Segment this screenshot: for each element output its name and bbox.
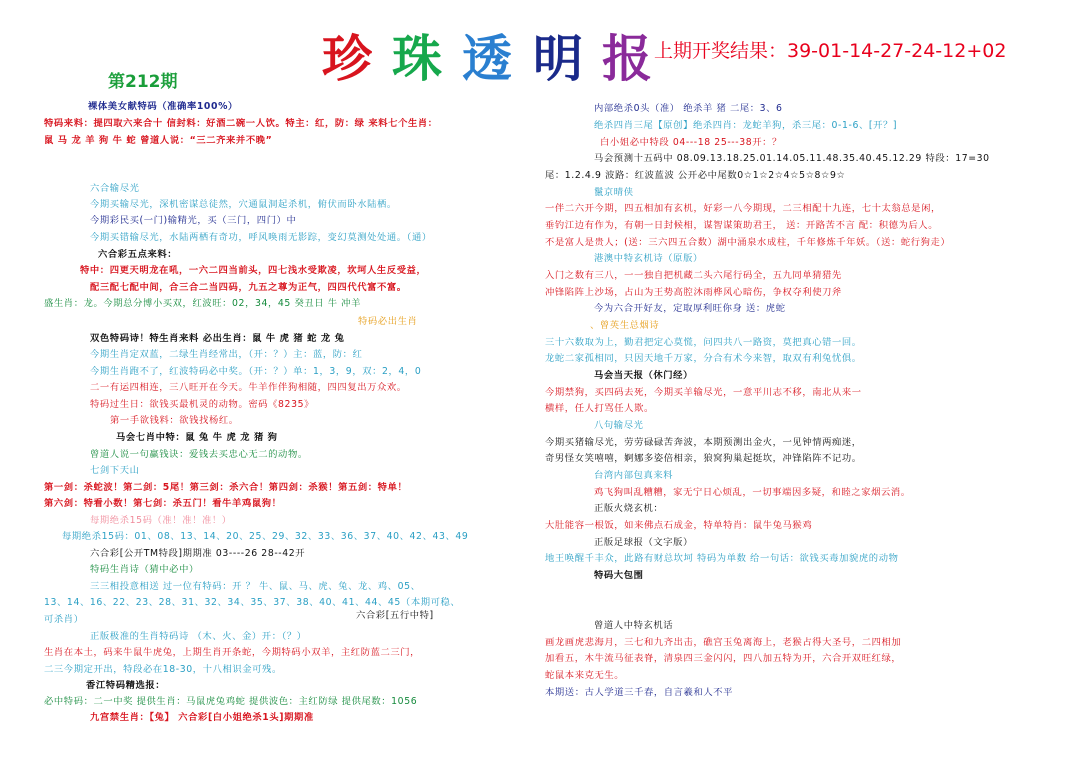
left-text-line: 六合彩五点来料： <box>98 249 178 260</box>
left-text-line: 今期生肖跑不了，红波特码必中奖。（开：？）单：1，3，9，双：2，4，0 <box>90 366 422 377</box>
left-text-line: 13、14、16、22、23、28、31、32、34、35、37、38、40、41、44、45（本期可稳、 <box>44 597 461 608</box>
right-text-line: 加看五，木牛流马征表脊，清泉四三金闪闪，四八加五特为开，六合开双旺红绿， <box>545 653 902 664</box>
left-text-line: 必中特码：二一中奖 提供生肖：马鼠虎兔鸡蛇 提供波色：主红防绿 提供尾数：1056 <box>44 696 418 707</box>
right-text-line: 、曾英生总烟诗 <box>590 320 660 331</box>
title-char-3: 透 <box>462 29 512 88</box>
right-text-line: 今期禁狗，买四码去死，今期买羊输尽光，一意平川志不移，南北从来一 <box>545 387 862 398</box>
left-text-line: 七剑下天山 <box>90 465 140 476</box>
left-text-line: 六合彩[公开TM特段]期期准 03----26 28--42开 <box>90 548 306 559</box>
right-text-line: 白小姐必中特段 04---18 25---38开：？ <box>600 137 782 148</box>
left-text-line: 六合输尽光 <box>90 183 140 194</box>
left-text-line: 鼠 马 龙 羊 狗 牛 蛇 曾道人说：“三二齐来并不晚” <box>44 135 273 146</box>
left-text-line: 六合彩[五行中特] <box>356 610 434 621</box>
left-text-line: 二一有运四相连，三八旺开在今天。牛羊作伴狗相随，四四复出万众欢。 <box>90 382 407 393</box>
left-text-line: 可杀肖） <box>44 614 84 625</box>
right-text-line: 尾：1.2.4.9 波路：红波蓝波 公开必中尾数0☆1☆2☆4☆5☆8☆9☆ <box>545 170 846 181</box>
right-text-line: 三十六数取为上，勤君把定心莫慌，问四共八一路资，莫把真心错一回。 <box>545 337 862 348</box>
right-text-line: 今期买猪输尽光，劳劳碌碌苦奔波，本期预测出金火，一见钟情两痴迷， <box>545 437 862 448</box>
title-char-5: 报 <box>602 29 652 88</box>
left-text-line: 生肖在本土，码来牛鼠牛虎兔，上期生肖开条蛇，今期特码小双羊，主红防蓝二三门， <box>44 647 421 658</box>
right-text-line: 港澳中特玄机诗（原版） <box>594 253 703 264</box>
title-char-2: 珠 <box>392 29 442 88</box>
right-text-line: 本期送：古人学道三千春，自言羲和人不平 <box>545 687 734 698</box>
right-text-line: 特码大包围 <box>594 570 644 581</box>
left-text-line: 今期生肖定双蓝，二绿生肖经常出，（开：？）主：蓝，防：红 <box>90 349 363 360</box>
right-text-line: 马会预测十五码中 08.09.13.18.25.01.14.05.11.48.35.40.45.12.29 特段：17=30 <box>594 153 990 164</box>
left-text-line: 三三相投意相送 过一位有特码：开 ？ 牛、鼠、马、虎、兔、龙、鸡、05、 <box>90 581 421 592</box>
right-text-line: 地王唤醒千丰众，此路有财总坎坷 特码为单数 给一句话：欲钱买毒加貌虎的动物 <box>545 553 899 564</box>
right-text-line: 八句输尽光 <box>594 420 644 431</box>
right-text-line: 曾道人中特玄机话 <box>594 620 674 631</box>
right-text-line: 奇男怪女笑嘻嘻，婀娜多姿倍相亲，狼窝狗巢起挺坎，冲锋陷阵不记功。 <box>545 453 862 464</box>
left-text-line: 二三今期定开出，特段必在18-30，十八相识金可残。 <box>44 664 282 675</box>
left-text-line: 特码来料：提四取六来合十 信封料：好酒二碗一人饮。特主：红，防：绿 来料七个生肖： <box>44 118 438 129</box>
left-text-line: 特码过生日：欲钱买最机灵的动物。密码《8235》 <box>90 399 314 410</box>
left-text-line: 曾道人说一句赢钱诀：爱钱去买忠心无二的动物。 <box>90 449 308 460</box>
right-text-line: 垂钓江边有作为，有朝一日封候相，谋智谋策助君王， 送：开路苦不言 配：积德为后人。 <box>545 220 939 231</box>
left-text-line: 双色特码诗！特生肖来料 必出生肖：鼠 牛 虎 猪 蛇 龙 兔 <box>90 333 345 344</box>
left-text-line: 每期绝杀15码（准！准！准！） <box>90 515 232 526</box>
right-text-line: 马会当天报（休门经） <box>594 370 693 381</box>
right-text-line: 蛇鼠本来克无生。 <box>545 670 625 681</box>
left-text-line: 特码必出生肖 <box>358 316 418 327</box>
title-char-4: 明 <box>533 29 583 88</box>
right-text-line: 横样，任人打骂任人欺。 <box>545 403 654 414</box>
right-text-line: 大肚能容一根饭，如来佛点石成金，特单特肖：鼠牛兔马猴鸡 <box>545 520 813 531</box>
title-char-1: 珍 <box>322 29 372 88</box>
left-text-line: 盛生肖：龙。今期总分博小买双，红波旺：02，34，45 癸丑日 牛 冲羊 <box>44 298 361 309</box>
left-text-line: 第六剑：特看小数！第七剑：杀五门！看牛羊鸡鼠狗！ <box>44 498 282 509</box>
right-text-line: 冲锋陷阵上沙场，占山为王势高腔沐雨桦风心暗伤，争权夺利使刀斧 <box>545 287 842 298</box>
left-text-line: 九宫禁生肖：【兔】 六合彩[白小姐绝杀1头]期期准 <box>90 712 314 723</box>
last-draw-result: 上期开奖结果：39-01-14-27-24-12+02 <box>654 40 1007 62</box>
left-text-line: 今期买输尽光，深机密谋总徒然，穴通鼠洞起杀机，俯伏而卧水陆栖。 <box>90 199 397 210</box>
right-text-line: 绝杀四肖三尾【原创】绝杀四肖：龙蛇羊狗，杀三尾：0-1-6、[开？] <box>594 120 898 131</box>
right-text-line: 今为六合开好友，定取厚利旺你身 送：虎蛇 <box>594 303 786 314</box>
right-text-line: 正版足球报（文字版） <box>594 537 693 548</box>
left-text-line: 香江特码精选报： <box>86 680 166 691</box>
right-text-line: 正版火烧玄机： <box>594 503 664 514</box>
right-text-line: 龙蛇二家孤相同，只因天地千万家，分合有术今来智，取双有利兔忧俱。 <box>545 353 862 364</box>
left-text-line: 正版极准的生肖特码诗 （木、火、金）开：（？） <box>90 631 307 642</box>
issue-number: 第212期 <box>108 72 178 92</box>
right-text-line: 一伴二六开今期，四五相加有玄机，好彩一八今期现，二三相配十九连，七十太翁总是闲， <box>545 203 941 214</box>
left-text-line: 特码生肖诗（猜中必中） <box>90 564 199 575</box>
right-text-line: 内部绝杀0头（准） 绝杀羊 猪 二尾：3、6 <box>594 103 783 114</box>
left-text-line: 每期绝杀15码：01、08、13、14、20、25、29、32、33、36、37、40、42、43、49 <box>62 531 469 542</box>
right-text-line: 画龙画虎悲海月，三七和九齐出击，礁宫玉兔离海上，老猴占得大圣号，二四相加 <box>545 637 902 648</box>
left-text-line: 第一手欲钱料：欲钱找杨红。 <box>110 415 239 426</box>
right-text-line: 不是富人是贵人；(送：三六四五合数）湖中涌泉水成柱，千年修炼千年妖。（送：蛇行狗走） <box>545 237 951 248</box>
right-text-line: 入门之数有三八，一一独自把机藏二头六尾行码全，五九同单猜猎先 <box>545 270 842 281</box>
right-text-line: 鬣京晴侠 <box>594 187 634 198</box>
right-text-line: 台湾内部包真来料 <box>594 470 674 481</box>
left-text-line: 今期买错输尽光，水陆两栖有奇功，呼风唤雨无影踪，变幻莫测处处通。（通） <box>90 232 432 243</box>
left-text-line: 裸体美女献特码（准确率100%） <box>88 101 238 112</box>
left-text-line: 马会七肖中特：鼠 兔 牛 虎 龙 猪 狗 <box>116 432 278 443</box>
right-text-line: 鸡飞狗叫乱糟糟，家无宁日心烦乱，一切事端因多疑，和睦之家烟云消。 <box>594 487 911 498</box>
left-text-line: 今期彩民买(一门)输精光，买（三门，四门）中 <box>90 215 297 226</box>
left-text-line: 第一剑：杀蛇波！第二剑：5尾！第三剑：杀六合！第四剑：杀猴！第五剑：特单！ <box>44 482 408 493</box>
left-text-line: 配三配七配中间，合三合二当四码，九五之尊为正气，四四代代富不富。 <box>90 282 407 293</box>
left-text-line: 特中：四更天明龙在吼，一六二四当前头，四七浅水受欺凌，坎坷人生反受益， <box>80 265 427 276</box>
